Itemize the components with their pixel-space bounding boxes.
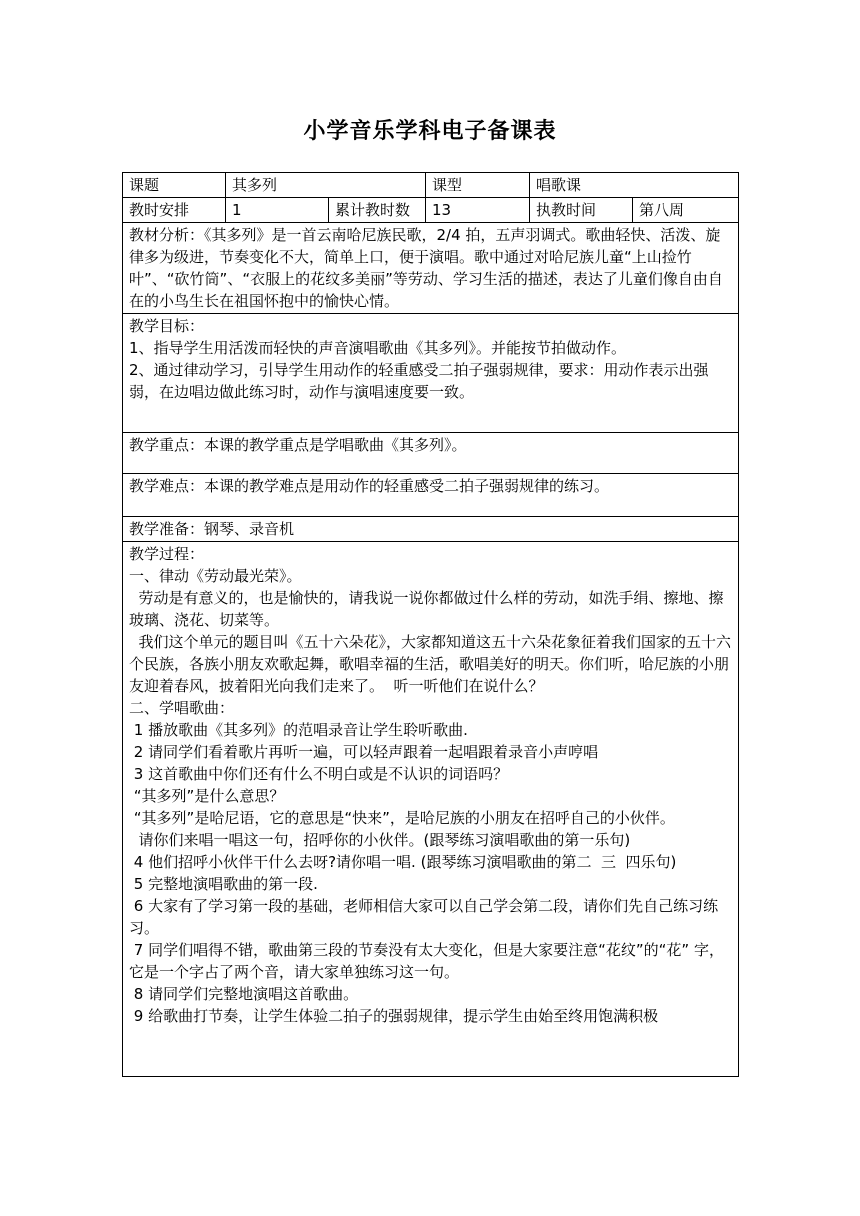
page-title: 小学音乐学科电子备课表: [303, 119, 557, 144]
total-hours-value: 13: [426, 198, 530, 223]
process-line: 7 同学们唱得不错，歌曲第三段的节奏没有太大变化，但是大家要注意“花纹”的“花” 字，它是一个字占了两个音，请大家单独练习这一句。: [129, 941, 724, 981]
process-line: “其多列”是什么意思？: [129, 787, 285, 805]
lesson-type-label: 课型: [426, 173, 530, 198]
goal-item: 2、通过律动学习，引导学生用动作的轻重感受二拍子强弱规律，要求：用动作表示出强弱，在边唱边做此练习时，动作与演唱速度要一致。: [129, 361, 709, 401]
process-line: 一、律动《劳动最光荣》。: [129, 567, 302, 585]
goals-heading: 教学目标：: [129, 317, 205, 335]
process-line: 6 大家有了学习第一段的基础，老师相信大家可以自己学会第二段，请你们先自己练习练习。: [129, 897, 719, 937]
process-line: 二、学唱歌曲：: [129, 699, 235, 717]
lesson-type-value: 唱歌课: [530, 173, 739, 198]
process-line: “其多列”是哈尼语，它的意思是“快来”，是哈尼族的小朋友在招呼自己的小伙伴。: [129, 809, 675, 827]
process-line: 我们这个单元的题目叫《五十六朵花》，大家都知道这五十六朵花象征着我们国家的五十六个民族，各族小朋友欢歌起舞，歌唱幸福的生活，歌唱美好的明天。你们听，哈尼族的小朋友迎着春风，披着阳光向我们走来了。 听一听他们在说什么？: [129, 633, 732, 695]
process-line: 1 播放歌曲《其多列》的范唱录音让学生聆听歌曲.: [129, 721, 468, 739]
process-line: 9 给歌曲打节奏，让学生体验二拍子的强弱规律，提示学生由始至终用饱满积极: [129, 1007, 659, 1025]
hours-value: 1: [226, 198, 329, 223]
difficulty: 教学难点：本课的教学难点是用动作的轻重感受二拍子强弱规律的练习。: [129, 477, 610, 495]
process-line: 8 请同学们完整地演唱这首歌曲。: [129, 985, 359, 1003]
process-line: 3 这首歌曲中你们还有什么不明白或是不认识的词语吗？: [129, 765, 509, 783]
process-line: 2 请同学们看着歌片再听一遍，可以轻声跟着一起唱跟着录音小声哼唱: [129, 743, 599, 761]
process-line: 请你们来唱一唱这一句，招呼你的小伙伴。(跟琴练习演唱歌曲的第一乐句): [129, 831, 631, 849]
teaching-time-value: 第八周: [633, 198, 739, 223]
topic-label: 课题: [123, 173, 226, 198]
process-row: [123, 542, 739, 1077]
total-hours-label: 累计教时数: [329, 198, 426, 223]
process-heading: 教学过程：: [129, 545, 205, 563]
schedule-row: [123, 198, 739, 223]
lesson-plan-table: [122, 172, 739, 1077]
process-line: 5 完整地演唱歌曲的第一段.: [129, 875, 318, 893]
difficulty-row: [123, 474, 739, 517]
teaching-time-label: 执教时间: [530, 198, 633, 223]
topic-row: [123, 173, 739, 198]
preparation-row: [123, 517, 739, 542]
topic-value: 其多列: [226, 173, 426, 198]
process-line: 4 他们招呼小伙伴干什么去呀?请你唱一唱. (跟琴练习演唱歌曲的第二 三 四乐句): [129, 853, 677, 871]
material-analysis: 教材分析：《其多列》是一首云南哈尼族民歌，2/4 拍，五声羽调式。歌曲轻快、活泼、旋律多为级进，节奏变化不大，简单上口，便于演唱。歌中通过对哈尼族儿童“上山捡竹叶”、“砍竹筒”、“衣服上的花纹多美丽”等劳动、学习生活的描述，表达了儿童们像自由自在的小鸟生长在祖国怀抱中的愉快心情。: [129, 226, 723, 310]
preparation: 教学准备：钢琴、录音机: [129, 520, 295, 538]
process-line: 劳动是有意义的，也是愉快的，请我说一说你都做过什么样的劳动，如洗手绢、擦地、擦玻璃、浇花、切菜等。: [129, 589, 724, 629]
hours-label: 教时安排: [123, 198, 226, 223]
key-point-row: [123, 433, 739, 474]
goals-row: [123, 314, 739, 433]
analysis-row: [123, 223, 739, 314]
key-point: 教学重点：本课的教学重点是学唱歌曲《其多列》。: [129, 436, 467, 454]
goal-item: 1、指导学生用活泼而轻快的声音演唱歌曲《其多列》。并能按节拍做动作。: [129, 339, 627, 357]
